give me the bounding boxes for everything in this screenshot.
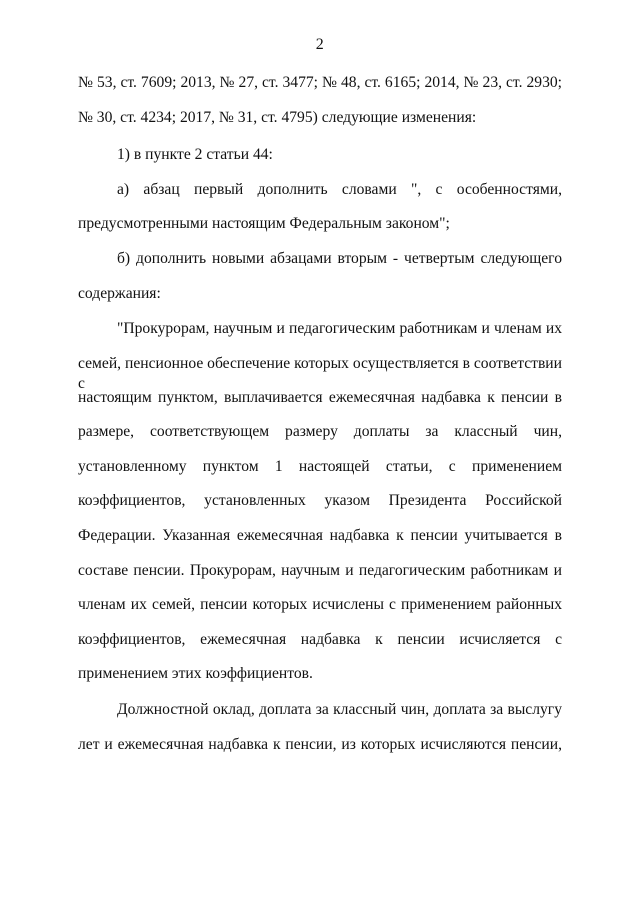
text-line: коэффициентов, установленных указом Президента Российской <box>78 492 562 509</box>
page-number: 2 <box>315 36 325 53</box>
text-line: размере, соответствующем размеру доплаты за классный чин, <box>78 423 562 440</box>
text-line: составе пенсии. Прокурорам, научным и педагогическим работникам и <box>78 562 562 579</box>
text-line: "Прокурорам, научным и педагогическим работникам и членам их <box>117 320 562 337</box>
text-line: 1) в пункте 2 статьи 44: <box>117 146 273 163</box>
text-line: предусмотренными настоящим Федеральным законом"; <box>78 215 450 232</box>
text-line: установленному пунктом 1 настоящей статьи, с применением <box>78 458 562 475</box>
text-line: Должностной оклад, доплата за классный чин, доплата за выслугу <box>117 701 562 718</box>
text-line: семей, пенсионное обеспечение которых осуществляется в соответствии с <box>78 355 562 392</box>
text-line: содержания: <box>78 285 161 302</box>
text-line: членам их семей, пенсии которых исчислены с применением районных <box>78 596 562 613</box>
text-line: коэффициентов, ежемесячная надбавка к пенсии исчисляется с <box>78 631 562 648</box>
text-line: настоящим пунктом, выплачивается ежемесячная надбавка к пенсии в <box>78 389 562 406</box>
text-line: лет и ежемесячная надбавка к пенсии, из которых исчисляются пенсии, <box>78 736 562 753</box>
text-line: б) дополнить новыми абзацами вторым - четвертым следующего <box>117 250 562 267</box>
text-line: а) абзац первый дополнить словами ", с особенностями, <box>117 181 562 198</box>
text-line: № 53, ст. 7609; 2013, № 27, ст. 3477; № 48, ст. 6165; 2014, № 23, ст. 2930; <box>78 74 562 91</box>
text-line: № 30, ст. 4234; 2017, № 31, ст. 4795) следующие изменения: <box>78 109 477 126</box>
text-line: Федерации. Указанная ежемесячная надбавка к пенсии учитывается в <box>78 527 562 544</box>
text-line: применением этих коэффициентов. <box>78 665 313 682</box>
